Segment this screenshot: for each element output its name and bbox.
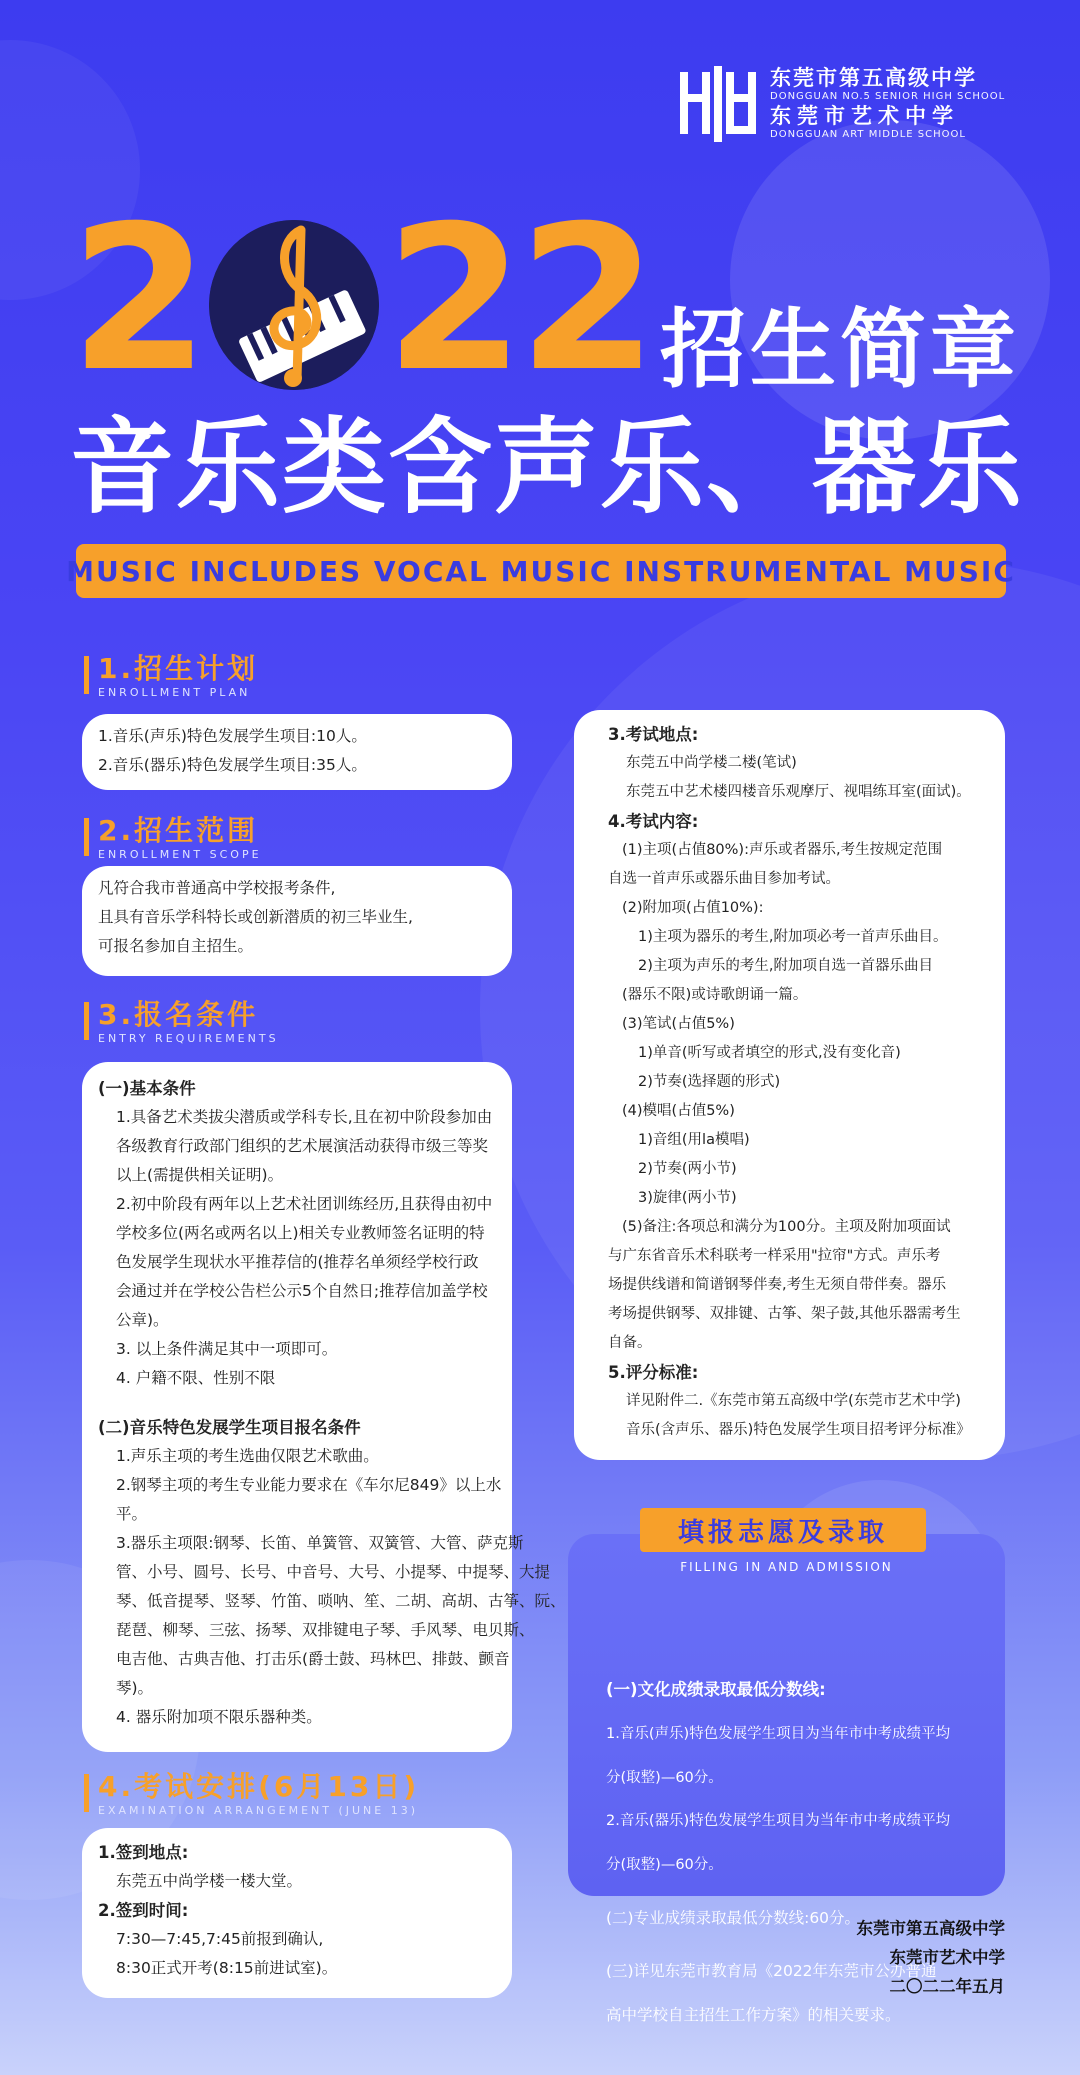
signature-school-1: 东莞市第五高级中学 <box>856 1919 1005 1938</box>
english-banner <box>66 544 1016 598</box>
exam-content-line: (4)模唱(占值5%) <box>622 1103 735 1119</box>
section-subtitle: ENROLLMENT SCOPE <box>98 848 262 861</box>
signature-date: 二〇二二年五月 <box>889 1977 1005 1996</box>
entry-music-line: 2.钢琴主项的考生专业能力要求在《车尔尼849》以上水 <box>116 1476 502 1494</box>
exam-content-line: (2)附加项(占值10%): <box>622 900 764 916</box>
admission-culture-line: 1.音乐(声乐)特色发展学生项目为当年市中考成绩平均 <box>606 1726 951 1742</box>
exam-content-line: 3)旋律(两小节) <box>638 1190 737 1206</box>
admission-subtitle: FILLING IN AND ADMISSION <box>680 1560 893 1574</box>
exam-place-line: 东莞五中艺术楼四楼音乐观摩厅、视唱练耳室(面试)。 <box>626 784 971 800</box>
entry-basic-line: 1.具备艺术类拔尖潜质或学科专长,且在初中阶段参加由 <box>116 1108 493 1126</box>
exam-checkin-card <box>82 1828 512 1998</box>
exam-content-line: 2)节奏(选择题的形式) <box>638 1074 781 1090</box>
scope-line: 凡符合我市普通高中学校报考条件, <box>98 879 336 897</box>
section-subtitle: ENROLLMENT PLAN <box>98 686 251 699</box>
entry-basic-line: 3. 以上条件满足其中一项即可。 <box>116 1340 338 1358</box>
section-heading-scope <box>84 814 262 862</box>
subtitle-brochure: 招生简章 <box>660 300 1020 400</box>
exam-content-line: 自选一首声乐或器乐曲目参加考试。 <box>608 871 840 887</box>
logo-school-name-2-en: DONGGUAN ART MIDDLE SCHOOL <box>770 129 966 140</box>
entry-music-line: 4. 器乐附加项不限乐器种类。 <box>116 1708 322 1726</box>
exam-content-line: 与广东省音乐术科联考一样采用"拉帘"方式。声乐考 <box>608 1248 941 1264</box>
entry-music-line: 琴)。 <box>116 1679 154 1697</box>
exam-place-line: 东莞五中尚学楼二楼(笔试) <box>626 755 797 771</box>
entry-music-line: 电吉他、古典吉他、打击乐(爵士鼓、玛林巴、排鼓、颤音 <box>116 1650 510 1668</box>
section-heading-plan <box>84 652 258 700</box>
entry-basic-line: 学校多位(两名或两名以上)相关专业教师签名证明的特 <box>116 1224 485 1242</box>
exam-place-heading: 3.考试地点: <box>608 725 699 744</box>
scope-line: 可报名参加自主招生。 <box>98 937 254 955</box>
exam-score-line: 详见附件二.《东莞市第五高级中学(东莞市艺术中学) <box>626 1393 961 1409</box>
checkin-time-line: 7:30—7:45,7:45前报到确认, <box>116 1930 324 1948</box>
exam-content-line: 1)音组(用la模唱) <box>638 1132 750 1148</box>
exam-content-line: 考场提供钢琴、双排键、古筝、架子鼓,其他乐器需考生 <box>608 1306 961 1322</box>
signature <box>857 1914 1006 2001</box>
exam-content-heading: 4.考试内容: <box>608 812 699 831</box>
logo-school-name-1: 东莞市第五高级中学 <box>770 66 977 90</box>
admission-heading <box>640 1508 926 1552</box>
entry-basic-line: 会通过并在学校公告栏公示5个自然日;推荐信加盖学校 <box>116 1282 488 1300</box>
entry-basic-line: 4. 户籍不限、性别不限 <box>116 1369 276 1387</box>
checkin-time-line: 8:30正式开考(8:15前进试室)。 <box>116 1959 338 1977</box>
school-logo-icon <box>676 62 760 146</box>
admission-culture-line: 分(取整)—60分。 <box>606 1856 723 1873</box>
logo-school-name-1-en: DONGGUAN NO.5 SENIOR HIGH SCHOOL <box>770 91 1006 102</box>
exam-content-line: 自备。 <box>608 1335 652 1351</box>
exam-content-line: (器乐不限)或诗歌朗诵一篇。 <box>622 987 808 1003</box>
section-heading-entry <box>84 998 279 1046</box>
main-title: 音乐类含声乐、器乐 <box>70 406 1025 528</box>
exam-content-list <box>608 836 995 1358</box>
year-digit: 2 <box>70 183 204 416</box>
exam-score-heading: 5.评分标准: <box>608 1363 699 1382</box>
section-subtitle: EXAMINATION ARRANGEMENT (JUNE 13) <box>98 1804 419 1817</box>
exam-detail-card <box>574 710 1005 1460</box>
entry-music-line: 1.声乐主项的考生选曲仅限艺术歌曲。 <box>116 1447 379 1465</box>
entry-basic-heading: (一)基本条件 <box>98 1079 196 1098</box>
entry-music-heading: (二)音乐特色发展学生项目报名条件 <box>98 1418 361 1437</box>
section-heading-exam <box>84 1770 419 1818</box>
plan-card <box>82 714 512 790</box>
exam-content-line: 1)主项为器乐的考生,附加项必考一首声乐曲目。 <box>638 929 948 945</box>
scope-card <box>82 866 512 976</box>
section-title: 2.招生范围 <box>98 814 259 847</box>
admission-culture-heading: (一)文化成绩录取最低分数线: <box>606 1679 826 1699</box>
entry-card <box>82 1062 566 1752</box>
exam-content-line: (1)主项(占值80%):声乐或者器乐,考生按规定范围 <box>622 842 943 858</box>
entry-basic-line: 色发展学生现状水平推荐信的(推荐名单须经学校行政 <box>116 1253 479 1271</box>
scope-line: 且具有音乐学科特长或创新潜质的初三毕业生, <box>98 908 413 926</box>
entry-basic-line: 2.初中阶段有两年以上艺术社团训练经历,且获得由初中 <box>116 1195 493 1213</box>
section-subtitle: ENTRY REQUIREMENTS <box>98 1032 279 1045</box>
entry-basic-list <box>98 1103 498 1393</box>
exam-content-line: 2)主项为声乐的考生,附加项自选一首器乐曲目 <box>638 958 933 974</box>
exam-content-line: (5)备注:各项总和满分为100分。主项及附加项面试 <box>622 1219 951 1235</box>
exam-content-line: 1)单音(听写或者填空的形式,没有变化音) <box>638 1045 901 1061</box>
admission-ref-line: (三)详见东莞市教育局《2022年东莞市公办普通 <box>606 1961 937 1980</box>
admission-culture-line: 分(取整)—60分。 <box>606 1769 723 1786</box>
admission-pro-line: (二)专业成绩录取最低分数线:60分。 <box>606 1908 861 1927</box>
exam-content-line: 场提供线谱和简谱钢琴伴奏,考生无须自带伴奏。器乐 <box>608 1277 947 1293</box>
checkin-time-heading: 2.签到时间: <box>98 1901 189 1920</box>
entry-basic-line: 公章)。 <box>116 1311 169 1329</box>
admission-ref-line: 高中学校自主招生工作方案》的相关要求。 <box>606 2006 901 2024</box>
english-banner-text: MUSIC INCLUDES VOCAL MUSIC INSTRUMENTAL MUSIC <box>66 554 1016 588</box>
treble-clef-piano-icon <box>209 220 379 390</box>
year-digits: 22 <box>385 183 652 416</box>
entry-basic-line: 以上(需提供相关证明)。 <box>116 1166 284 1184</box>
school-logo <box>676 62 1005 146</box>
entry-music-line: 3.器乐主项限:钢琴、长笛、单簧管、双簧管、大管、萨克斯 <box>116 1534 524 1552</box>
signature-school-2: 东莞市艺术中学 <box>889 1948 1005 1967</box>
admission-title: 填报志愿及录取 <box>677 1517 888 1548</box>
exam-content-line: (3)笔试(占值5%) <box>622 1016 735 1032</box>
checkin-place-heading: 1.签到地点: <box>98 1843 189 1862</box>
plan-line: 1.音乐(声乐)特色发展学生项目:10人。 <box>98 727 367 745</box>
plan-line: 2.音乐(器乐)特色发展学生项目:35人。 <box>98 756 367 774</box>
entry-music-line: 平。 <box>116 1505 148 1523</box>
entry-basic-line: 各级教育行政部门组织的艺术展演活动获得市级三等奖 <box>116 1137 489 1155</box>
section-title: 3.报名条件 <box>98 998 259 1031</box>
section-title: 1.招生计划 <box>98 652 259 685</box>
logo-school-name-2: 东莞市艺术中学 <box>770 104 959 128</box>
entry-music-list <box>98 1442 566 1732</box>
admission-culture-line: 2.音乐(器乐)特色发展学生项目为当年市中考成绩平均 <box>606 1813 951 1829</box>
entry-music-line: 琴、低音提琴、竖琴、竹笛、唢呐、笙、二胡、高胡、古筝、阮、 <box>116 1592 566 1610</box>
entry-music-line: 琵琶、柳琴、三弦、扬琴、双排键电子琴、手风琴、电贝斯、 <box>116 1621 535 1639</box>
title-year <box>70 183 652 416</box>
section-title: 4.考试安排(6月13日) <box>98 1770 420 1803</box>
checkin-place: 东莞五中尚学楼一楼大堂。 <box>116 1872 303 1890</box>
entry-music-line: 管、小号、圆号、长号、中音号、大号、小提琴、中提琴、大提 <box>116 1563 551 1581</box>
exam-content-line: 2)节奏(两小节) <box>638 1161 737 1177</box>
exam-score-line: 音乐(含声乐、器乐)特色发展学生项目招考评分标准》 <box>626 1422 971 1438</box>
